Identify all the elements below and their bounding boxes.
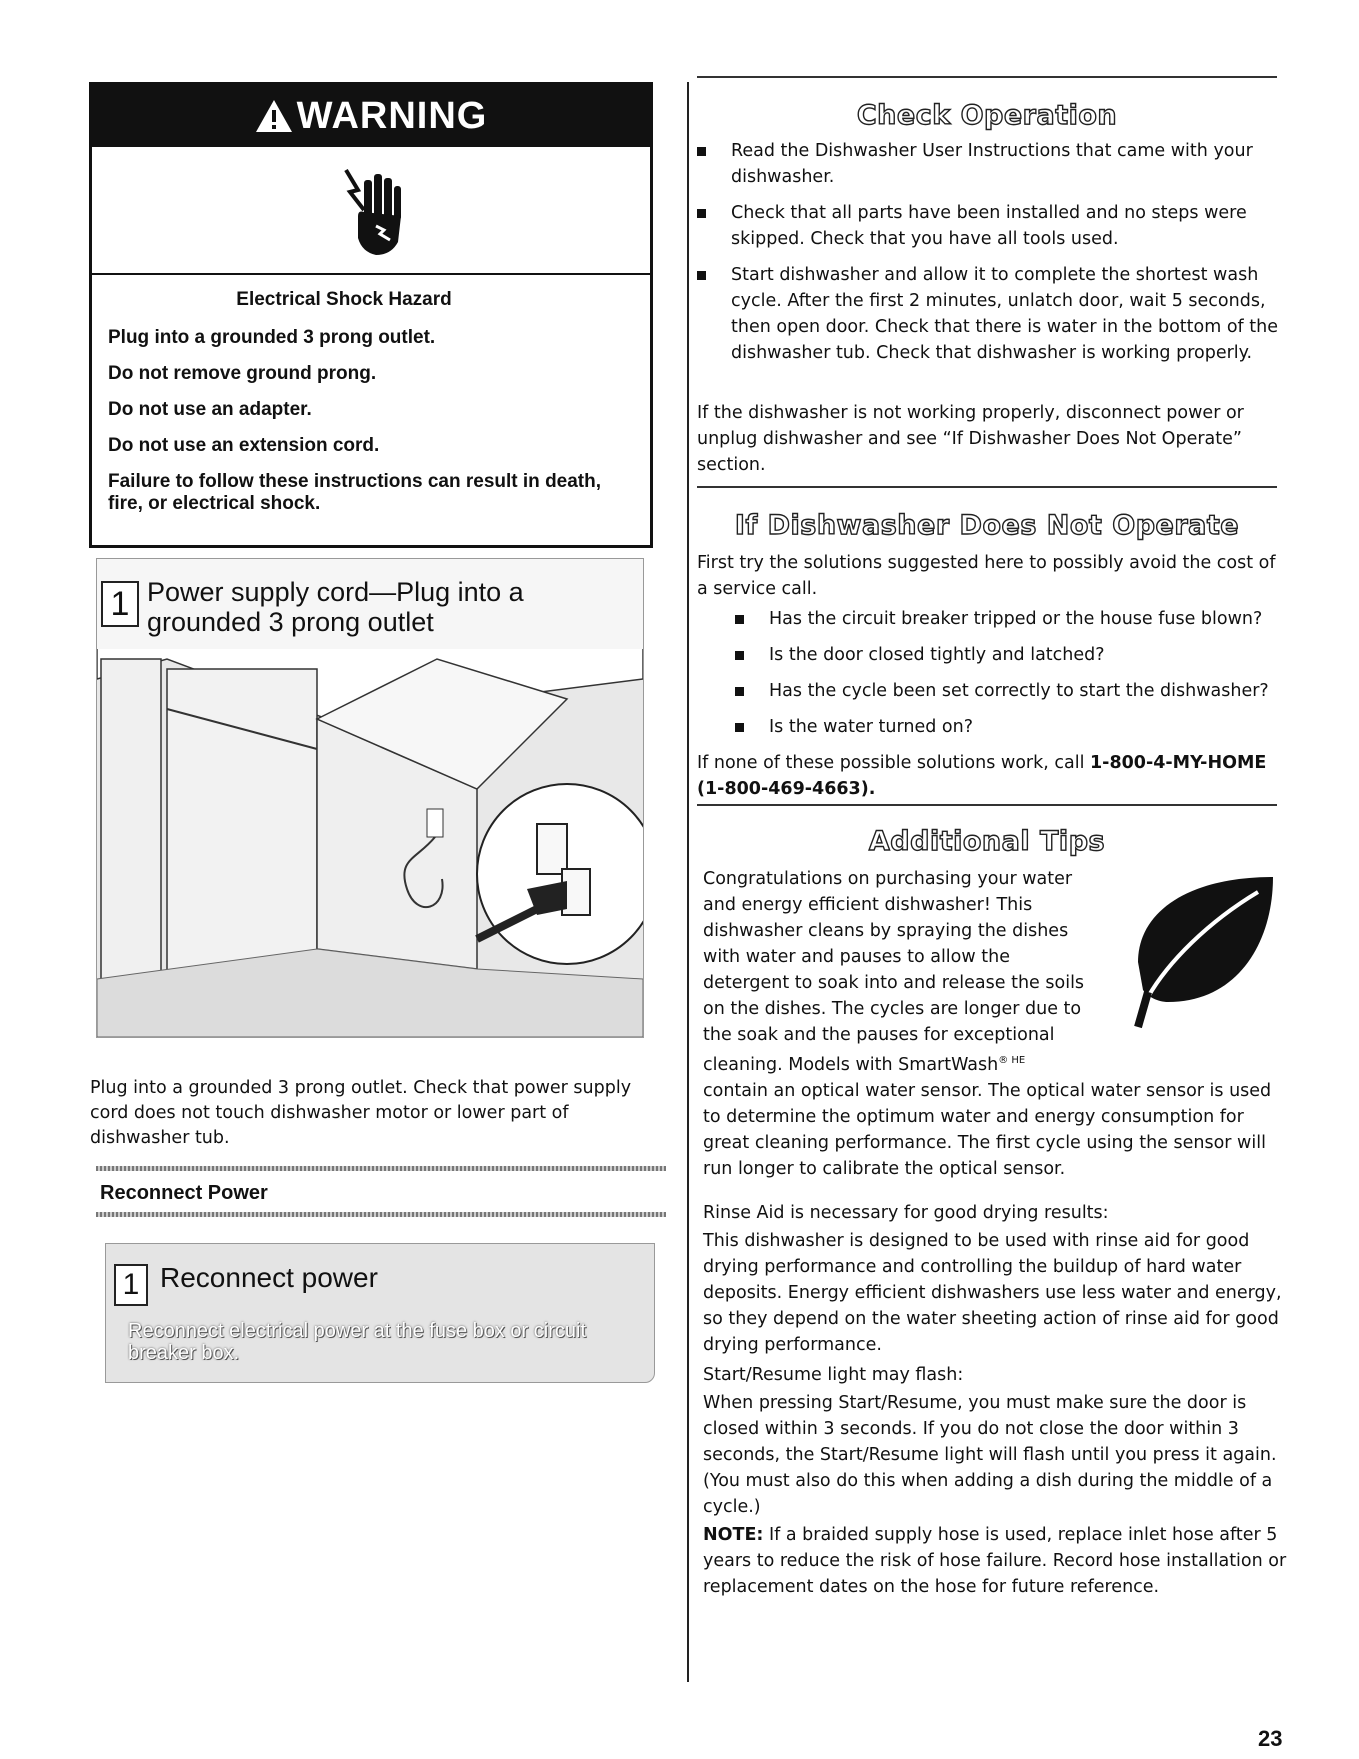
rinse-aid-heading: Rinse Aid is necessary for good drying results: [703, 1203, 1109, 1223]
section-rule [697, 804, 1277, 806]
step-caption: Plug into a grounded 3 prong outlet. Check that power supply cord does not touch dishwasher motor or lower part of dishwasher tub. [90, 1078, 632, 1148]
list-item: Check that all parts have been installed and no steps were skipped. Check that you have all tools used. [697, 200, 1287, 252]
bullet-icon [697, 209, 706, 218]
section-rule [697, 486, 1277, 488]
check-operation-note: If the dishwasher is not working properly, disconnect power or unplug dishwasher and see “If Dishwasher Does Not Operate” section. [697, 403, 1244, 475]
divider [96, 1212, 666, 1217]
warning-line: Do not use an adapter. [108, 399, 312, 420]
reconnect-step-box [105, 1243, 655, 1383]
list-item: Start dishwasher and allow it to complete the shortest wash cycle. After the first 2 minutes, unlatch door, wait 5 seconds, then open door. Check that there is water in the bottom of the dishwasher tub. Check that dishwasher is working properly. [697, 262, 1287, 366]
step-title: Power supply cord—Plug into a grounded 3 prong outlet [147, 577, 524, 637]
reconnect-heading: Reconnect Power [100, 1182, 268, 1204]
column-divider [687, 82, 689, 1682]
phone-primary: 1-800-4-MY-HOME [1090, 753, 1267, 773]
list-item: Has the cycle been set correctly to start the dishwasher? [735, 678, 1295, 704]
hazard-title: Electrical Shock Hazard [236, 289, 452, 310]
list-item: Is the door closed tightly and latched? [735, 642, 1295, 668]
bullet-icon [735, 687, 744, 696]
dishwasher-outlet-illustration [97, 619, 643, 1037]
bullet-icon [697, 147, 706, 156]
bullet-icon [697, 271, 706, 280]
not-operate-title: If Dishwasher Does Not Operate [734, 510, 1240, 541]
list-item: Has the circuit breaker tripped or the house fuse blown? [735, 606, 1295, 632]
section-rule [697, 76, 1277, 78]
start-resume-text: When pressing Start/Resume, you must make sure the door is closed within 3 seconds. If you do not close the door within 3 seconds, the Start/Resume light will flash until you press it again. (You must also do this when adding a dish during the middle of a cycle.) [703, 1393, 1277, 1517]
step-instruction: Reconnect electrical power at the fuse box or circuit breaker box. [128, 1320, 586, 1364]
warning-header [92, 85, 650, 147]
check-operation-title: Check Operation [856, 100, 1118, 131]
warning-line: Do not remove ground prong. [108, 363, 377, 384]
warning-triangle-icon [255, 99, 293, 133]
not-operate-intro: First try the solutions suggested here to possibly avoid the cost of a service call. [697, 553, 1276, 599]
phone-secondary: (1-800-469-4663). [697, 779, 876, 799]
step-number: 1 [101, 581, 139, 627]
warning-title: WARNING [296, 94, 488, 137]
note-paragraph: NOTE: If a braided supply hose is used, replace inlet hose after 5 years to reduce the risk of hose failure. Record hose installation or replacement dates on the hose for future reference. [703, 1525, 1287, 1597]
page-number: 23 [1258, 1726, 1283, 1751]
divider [96, 1166, 666, 1171]
warning-line: Failure to follow these instructions can result in death, fire, or electrical shock. [108, 471, 602, 514]
warning-line: Plug into a grounded 3 prong outlet. [108, 327, 436, 348]
warning-box [89, 82, 653, 548]
start-resume-heading: Start/Resume light may flash: [703, 1365, 964, 1385]
bullet-icon [735, 651, 744, 660]
additional-tips-intro: Congratulations on purchasing your water and energy efficient dishwasher! This dishwasher cleans by spraying the dishes with water and pauses to allow the detergent to soak into and release the soils on the dishes. The cycles are longer due to the soak and the pauses for exceptional cleaning. Models with SmartWash$^{® HE}$ contain an optical water sensor. The optical water sensor is used to determine the optimum water and energy consumption for great cleaning performance. The first cycle using the sensor will run longer to calibrate the optical sensor. [703, 869, 1272, 1179]
step-title: Reconnect power [160, 1262, 378, 1293]
note-label: NOTE: [703, 1525, 764, 1545]
smartwash-trademark: ® HE [998, 1055, 1026, 1066]
bullet-icon [735, 615, 744, 624]
bullet-icon [735, 723, 744, 732]
electric-shock-hand-icon [336, 160, 406, 260]
list-item: Read the Dishwasher User Instructions that came with your dishwasher. [697, 138, 1287, 190]
step-power-cord-illustration [96, 558, 644, 1038]
list-item: Is the water turned on? [735, 714, 1295, 740]
additional-tips-title: Additional Tips [868, 826, 1106, 857]
step-number: 1 [114, 1264, 148, 1306]
warning-line: Do not use an extension cord. [108, 435, 380, 456]
call-support-text: If none of these possible solutions work, call 1-800-4-MY-HOME (1-800-469-4663). [697, 753, 1267, 799]
rinse-aid-text: This dishwasher is designed to be used with rinse aid for good drying performance and controlling the buildup of hard water deposits. Energy efficient dishwashers use less water and energy, so they depend on the water sheeting action of rinse aid for good drying performance. [703, 1231, 1282, 1355]
